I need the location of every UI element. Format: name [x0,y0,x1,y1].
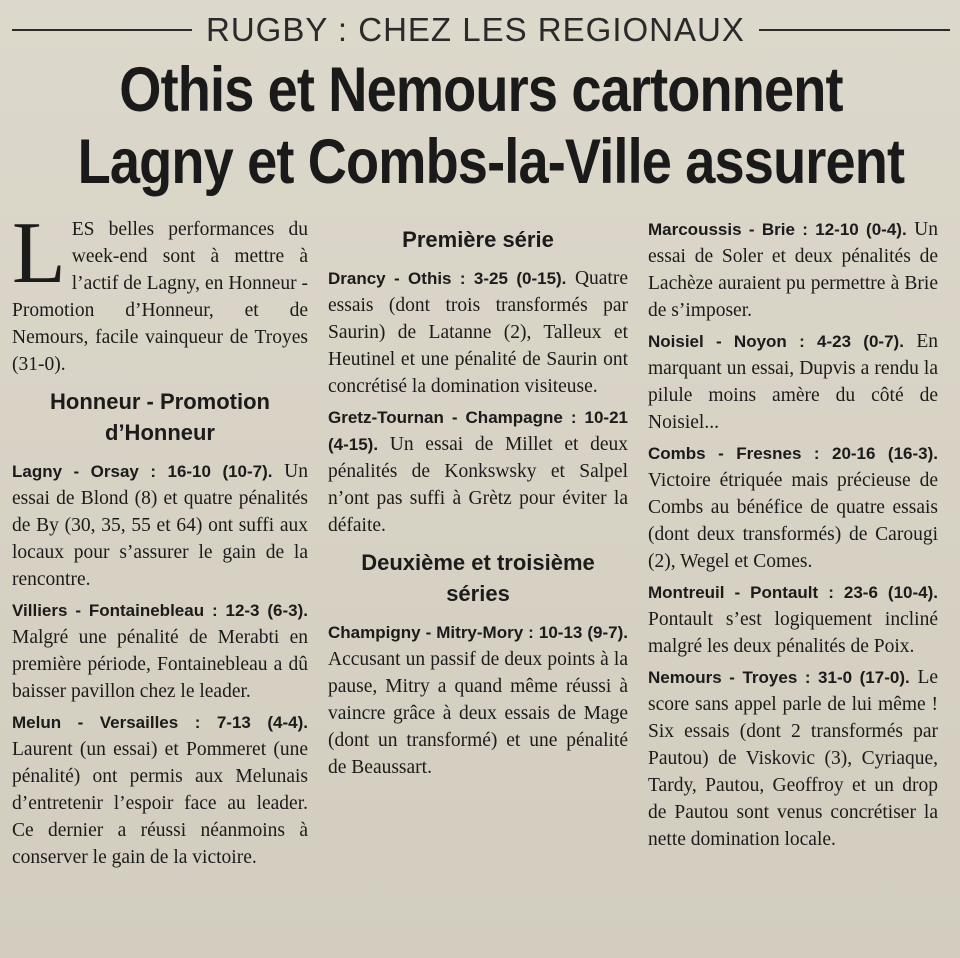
match-text: Pontault s’est logiquement incliné malgré les deux pénalités de Poix. [648,609,938,657]
match-text: Victoire étriquée mais précieuse de Combs au bénéfice de quatre essais (dont deux transformés) de Carougi (2), Wegel et Comes. [648,470,938,572]
match-text: Le score sans appel parle de lui même ! Six essais (dont 2 transformés par Pautou) de Viskovic (3), Cyriaque, Tardy, Pautou, Geoffroy et un drop de Pautou sont venus concrétiser la nette domination locale. [648,667,939,850]
drop-cap: L [12,205,66,302]
match-noisiel [648,328,938,436]
intro-text: ES belles performances du week-end sont à mettre à l’actif de Lagny, en Honneur - Promotion d’Honneur, et de Nemours, facile vainqueur de Troyes (31-0). [12,219,308,375]
match-villiers [12,597,308,705]
match-melun [12,709,308,871]
match-text: En marquant un essai, Dupvis a rendu la pilule moins amère du côté de Noisiel... [648,331,939,433]
match-lead: Nemours - Troyes : 31-0 (17-0). [648,668,910,687]
intro-paragraph [12,205,308,378]
match-champigny [328,619,628,781]
match-lead: Combs - Fresnes : 20-16 (16-3). [648,444,938,463]
match-text: Laurent (un essai) et Pommeret (une pénalité) ont permis aux Melunais d’entretenir l’espoir face au leader. Ce dernier a réussi néanmoins à conserver le gain de la victoire. [12,739,308,868]
column-3 [648,216,938,875]
match-lead: Gretz-Tournan - Champagne : 10-21 (4-15). [328,408,628,454]
section-honneur-heading: Honneur - Promotion d’Honneur [50,389,270,445]
section-deuxieme-heading: Deuxième et troisième séries [361,550,595,606]
headline-line-1: Othis et Nemours cartonnent [119,55,843,125]
match-lead: Champigny - Mitry-Mory : 10-13 (9-7). [328,623,628,642]
match-nemours [648,664,938,853]
match-montreuil [648,579,938,660]
match-text: Quatre essais (dont trois transformés par Saurin) de Latanne (2), Talleux et Heutinel et une pénalité de Saurin ont concrétisé la domination visiteuse. [328,268,628,397]
headline-line-2: Lagny et Combs-la-Ville assurent [77,127,905,197]
section-premiere-heading: Première série [402,227,554,252]
match-combs [648,440,938,575]
kicker-line [12,6,950,54]
kicker-rule-right [759,29,950,31]
match-lead: Villiers - Fontainebleau : 12-3 (6-3). [12,601,308,620]
match-text: Un essai de Soler et deux pénalités de Lachèze auraient pu permettre à Brie de s’imposer. [648,219,938,321]
kicker-text: RUGBY : CHEZ LES REGIONAUX [206,11,745,48]
match-lagny [12,458,308,593]
match-lead: Noisiel - Noyon : 4-23 (0-7). [648,332,904,351]
match-drancy [328,265,628,400]
match-lead: Drancy - Othis : 3-25 (0-15). [328,269,567,288]
column-1 [12,205,308,875]
match-lead: Melun - Versailles : 7-13 (4-4). [12,713,308,732]
kicker-rule-left [12,29,192,31]
match-text: Un essai de Blond (8) et quatre pénalités de By (30, 35, 55 et 64) ont suffi aux locaux pour s’assurer le gain de la rencontre. [12,461,308,590]
match-text: Malgré une pénalité de Merabti en première période, Fontainebleau a dû baisser pavillon chez le leader. [12,627,308,702]
match-lead: Montreuil - Pontault : 23-6 (10-4). [648,583,938,602]
match-text: Un essai de Millet et deux pénalités de Konkswsky et Salpel n’ont pas suffi à Grètz pour éviter la défaite. [328,434,628,536]
match-marcoussis [648,216,938,324]
match-lead: Marcoussis - Brie : 12-10 (0-4). [648,220,907,239]
match-text: Accusant un passif de deux points à la pause, Mitry a quand même réussi à vaincre grâce à deux essais de Mage (dont un transformé) et une pénalité de Beaussart. [328,649,628,778]
match-gretz [328,404,628,539]
article-columns [12,205,950,875]
match-lead: Lagny - Orsay : 16-10 (10-7). [12,462,273,481]
headline [77,54,905,198]
column-2 [328,216,628,875]
